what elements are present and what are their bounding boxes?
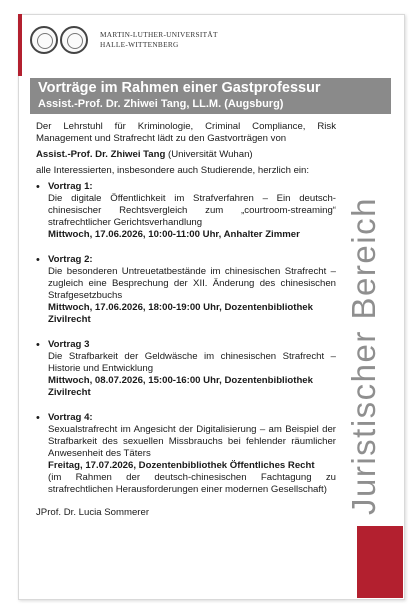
- side-label: Juristischer Bereich: [345, 197, 382, 515]
- talk-date: Mittwoch, 17.06.2026, 18:00-19:00 Uhr, Dozentenbibliothek Zivilrecht: [48, 302, 313, 325]
- talk-date: Freitag, 17.07.2026, Dozentenbibliothek Öffentliches Recht: [48, 460, 315, 471]
- university-name-line2: HALLE-WITTENBERG: [100, 40, 179, 49]
- talk-title: Die digitale Öffentlichkeit im Strafverfahren – Ein deutsch-chinesischer Rechtsvergleich zum „courtroom-streaming“ strafrechtlicher Gerichtsverhandlung: [48, 193, 336, 228]
- list-item: [36, 339, 336, 399]
- talk-date: Mittwoch, 17.06.2026, 10:00-11:00 Uhr, Anhalter Zimmer: [48, 229, 300, 240]
- invite-text: alle Interessierten, insbesondere auch Studierende, herzlich ein:: [36, 165, 310, 176]
- host-line: [36, 149, 336, 161]
- host-affiliation: (Universität Wuhan): [168, 149, 253, 160]
- list-item: [36, 181, 336, 241]
- talk-label: Vortrag 3: [48, 339, 90, 350]
- talk-date: Mittwoch, 08.07.2026, 15:00-16:00 Uhr, Dozentenbibliothek Zivilrecht: [48, 375, 313, 398]
- signature: JProf. Dr. Lucia Sommerer: [36, 507, 150, 518]
- bullet-icon: •: [36, 254, 40, 266]
- intro-text: Der Lehrstuhl für Kriminologie, Criminal Compliance, Risk Management und Strafrecht lädt zu den Gastvorträgen von: [36, 121, 336, 144]
- talk-label: Vortrag 1:: [48, 181, 93, 192]
- talk-title: Die besonderen Untreuetatbestände im chinesischen Strafrecht – zugleich eine Besprechung der XII. Änderung des chinesischen Strafgesetzbuchs: [48, 266, 336, 301]
- host-name: Assist.-Prof. Dr. Zhiwei Tang: [36, 149, 166, 160]
- list-item: [36, 254, 336, 326]
- university-name-line1: MARTIN-LUTHER-UNIVERSITÄT: [100, 30, 218, 39]
- top-accent-bar: [18, 14, 22, 76]
- banner-subtitle: Assist.-Prof. Dr. Zhiwei Tang, LL.M. (Augsburg): [38, 98, 284, 110]
- university-name: [100, 30, 218, 50]
- seal-icon: [30, 26, 58, 54]
- talk-title: Die Strafbarkeit der Geldwäsche im chinesischen Strafrecht – Historie und Entwicklung: [48, 351, 336, 374]
- bullet-icon: •: [36, 339, 40, 351]
- seal-icon: [60, 26, 88, 54]
- list-item: [36, 412, 336, 496]
- bullet-icon: •: [36, 412, 40, 424]
- bullet-icon: •: [36, 181, 40, 193]
- title-banner: [30, 78, 391, 114]
- talk-note: (im Rahmen der deutsch-chinesischen Fachtagung zu strafrechtlichen Herausforderungen einer modernen Gesellschaft): [48, 472, 336, 495]
- talk-list: [36, 181, 336, 496]
- announcement-body: [36, 121, 336, 523]
- university-logo: [30, 26, 218, 54]
- banner-title: Vorträge im Rahmen einer Gastprofessur: [38, 80, 321, 96]
- talk-label: Vortrag 2:: [48, 254, 93, 265]
- talk-label: Vortrag 4:: [48, 412, 93, 423]
- bottom-accent-block: [357, 526, 403, 598]
- talk-title: Sexualstrafrecht im Angesicht der Digitalisierung – am Beispiel der Strafbarkeit des sexuellen Missbrauchs bei fehlender räumlicher Anwesenheit des Täters: [48, 424, 336, 459]
